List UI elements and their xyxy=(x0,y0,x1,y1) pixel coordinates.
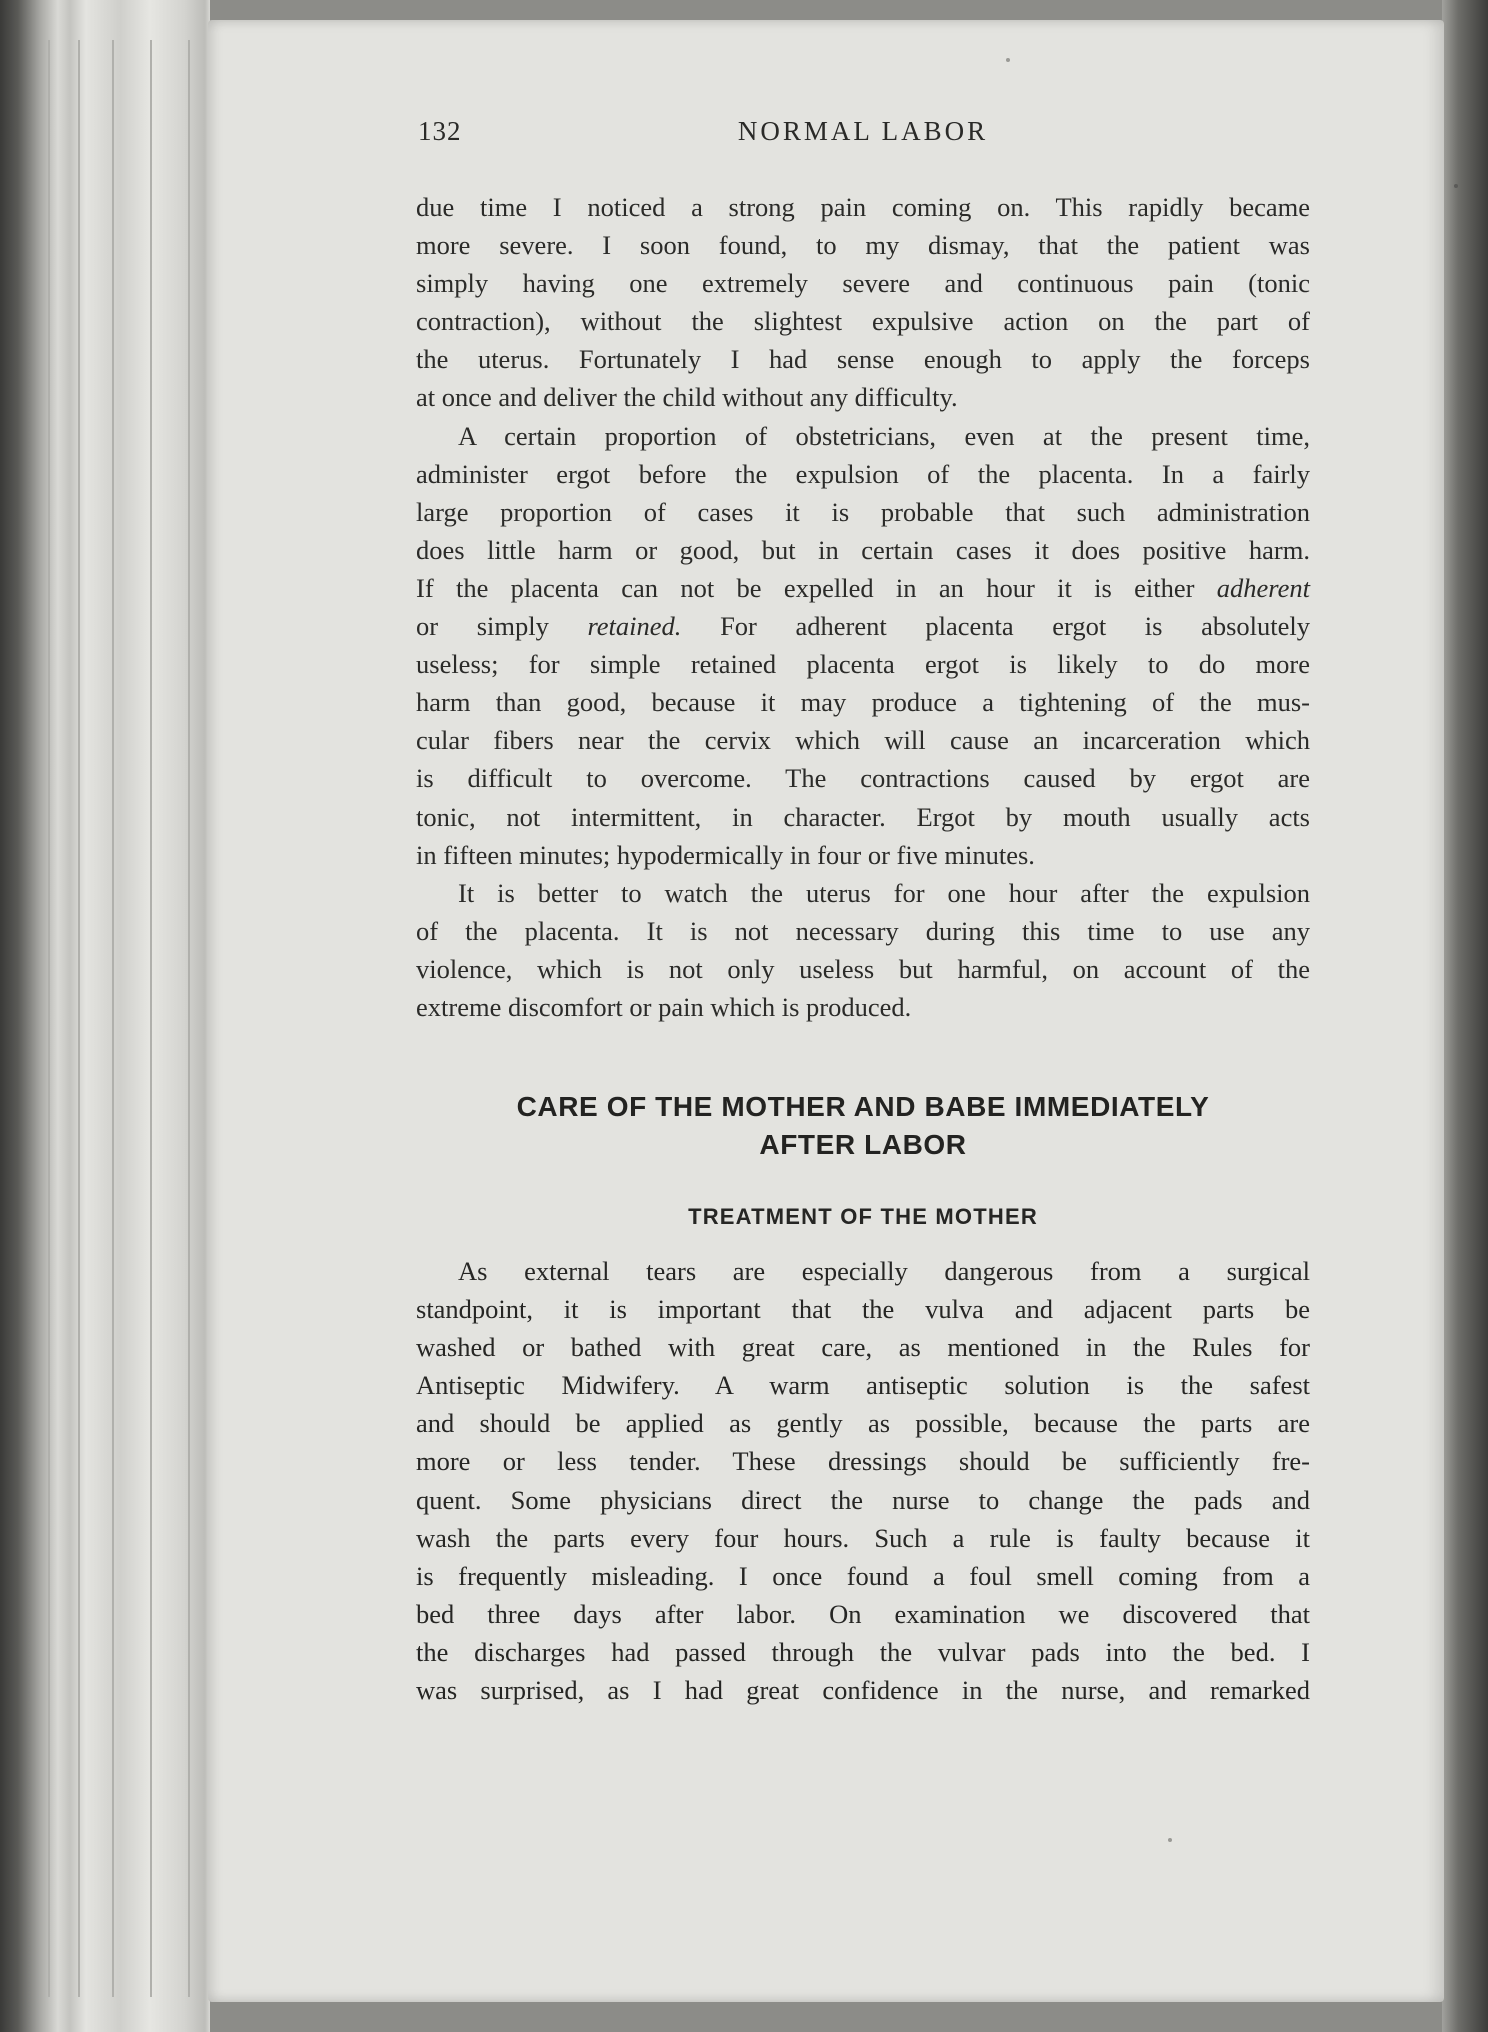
page-number: 132 xyxy=(418,116,462,146)
book-binding-shadow xyxy=(1442,0,1488,2032)
text-line: the discharges had passed through the vulvar pads into the bed. I xyxy=(416,1636,1310,1667)
book-page-edges xyxy=(0,0,210,2032)
text-line: standpoint, it is important that the vulva and adjacent parts be xyxy=(416,1294,1310,1325)
text-line: tonic, not intermittent, in character. Ergot by mouth usually acts xyxy=(416,801,1310,832)
text-line: in fifteen minutes; hypodermically in four or five minutes. xyxy=(416,839,1035,870)
section-heading-line: CARE OF THE MOTHER AND BABE IMMEDIATELY xyxy=(516,1091,1210,1122)
body-text-bottom xyxy=(416,1252,1310,1709)
text-line: It is better to watch the uterus for one hour after the expulsion xyxy=(458,877,1310,908)
running-head xyxy=(418,116,1308,152)
text-line: wash the parts every four hours. Such a rule is faulty because it xyxy=(416,1522,1310,1553)
sub-heading: TREATMENT OF THE MOTHER xyxy=(688,1204,1038,1229)
text-line: administer ergot before the expulsion of the placenta. In a fairly xyxy=(416,458,1310,489)
text-line: Antiseptic Midwifery. A warm antiseptic solution is the safest xyxy=(416,1370,1310,1401)
text-line: due time I noticed a strong pain coming on. This rapidly became xyxy=(416,192,1310,222)
text-line: more severe. I soon found, to my dismay, that the patient was xyxy=(416,230,1310,261)
section-heading-line: AFTER LABOR xyxy=(759,1129,967,1160)
text-line: quent. Some physicians direct the nurse to change the pads and xyxy=(416,1484,1310,1515)
text-line: is difficult to overcome. The contractions caused by ergot are xyxy=(416,763,1310,794)
paper-speck xyxy=(1168,1838,1172,1842)
text-line: more or less tender. These dressings should be sufficiently fre- xyxy=(416,1446,1310,1477)
text-line: was surprised, as I had great confidence in the nurse, and remarked xyxy=(416,1675,1310,1706)
text-line: of the placenta. It is not necessary during this time to use any xyxy=(416,915,1310,946)
paragraph xyxy=(416,417,1310,874)
text-line: useless; for simple retained placenta ergot is likely to do more xyxy=(416,649,1310,680)
paragraph xyxy=(416,188,1310,417)
text-line: the uterus. Fortunately I had sense enough to apply the forceps xyxy=(416,344,1310,375)
text-line: simply having one extremely severe and continuous pain (tonic xyxy=(416,268,1310,299)
text-line: harm than good, because it may produce a tightening of the mus- xyxy=(416,687,1310,718)
text-line: at once and deliver the child without any difficulty. xyxy=(416,382,958,413)
italic-term: adherent xyxy=(1216,572,1310,603)
text-line: large proportion of cases it is probable that such administration xyxy=(416,496,1310,527)
page-edge-line xyxy=(112,40,114,1997)
section-heading xyxy=(416,1088,1310,1164)
text-fragment: If the placenta can not be expelled in an hour it is either xyxy=(416,572,1195,603)
paper-speck xyxy=(1454,184,1458,188)
text-fragment: For adherent placenta ergot is absolutely xyxy=(720,611,1311,642)
text-line: is frequently misleading. I once found a foul smell coming from a xyxy=(416,1560,1310,1591)
page-edge-line xyxy=(188,40,190,1997)
paragraph xyxy=(416,1252,1310,1709)
text-line xyxy=(416,607,1310,645)
text-line: A certain proportion of obstetricians, even at the present time, xyxy=(458,420,1310,451)
text-line: As external tears are especially dangerous from a surgical xyxy=(458,1256,1310,1286)
page-edge-line xyxy=(78,40,80,1997)
text-line: cular fibers near the cervix which will cause an incarceration which xyxy=(416,725,1310,756)
body-text-top xyxy=(416,188,1310,1026)
text-line: contraction), without the slightest expulsive action on the part of xyxy=(416,306,1310,337)
text-line xyxy=(416,569,1310,607)
paper-speck xyxy=(1006,58,1010,62)
text-line: and should be applied as gently as possible, because the parts are xyxy=(416,1408,1310,1439)
paragraph xyxy=(416,874,1310,1026)
page-edge-line xyxy=(48,40,50,1997)
text-line: violence, which is not only useless but harmful, on account of the xyxy=(416,953,1310,984)
text-line: bed three days after labor. On examination we discovered that xyxy=(416,1598,1310,1629)
text-line: does little harm or good, but in certain cases it does positive harm. xyxy=(416,534,1310,565)
running-title: NORMAL LABOR xyxy=(737,116,989,146)
page-edge-line xyxy=(150,40,152,1997)
text-line: washed or bathed with great care, as mentioned in the Rules for xyxy=(416,1332,1310,1363)
italic-term: retained. xyxy=(587,611,682,642)
text-line: extreme discomfort or pain which is produced. xyxy=(416,991,912,1022)
text-fragment: or simply xyxy=(416,611,549,642)
